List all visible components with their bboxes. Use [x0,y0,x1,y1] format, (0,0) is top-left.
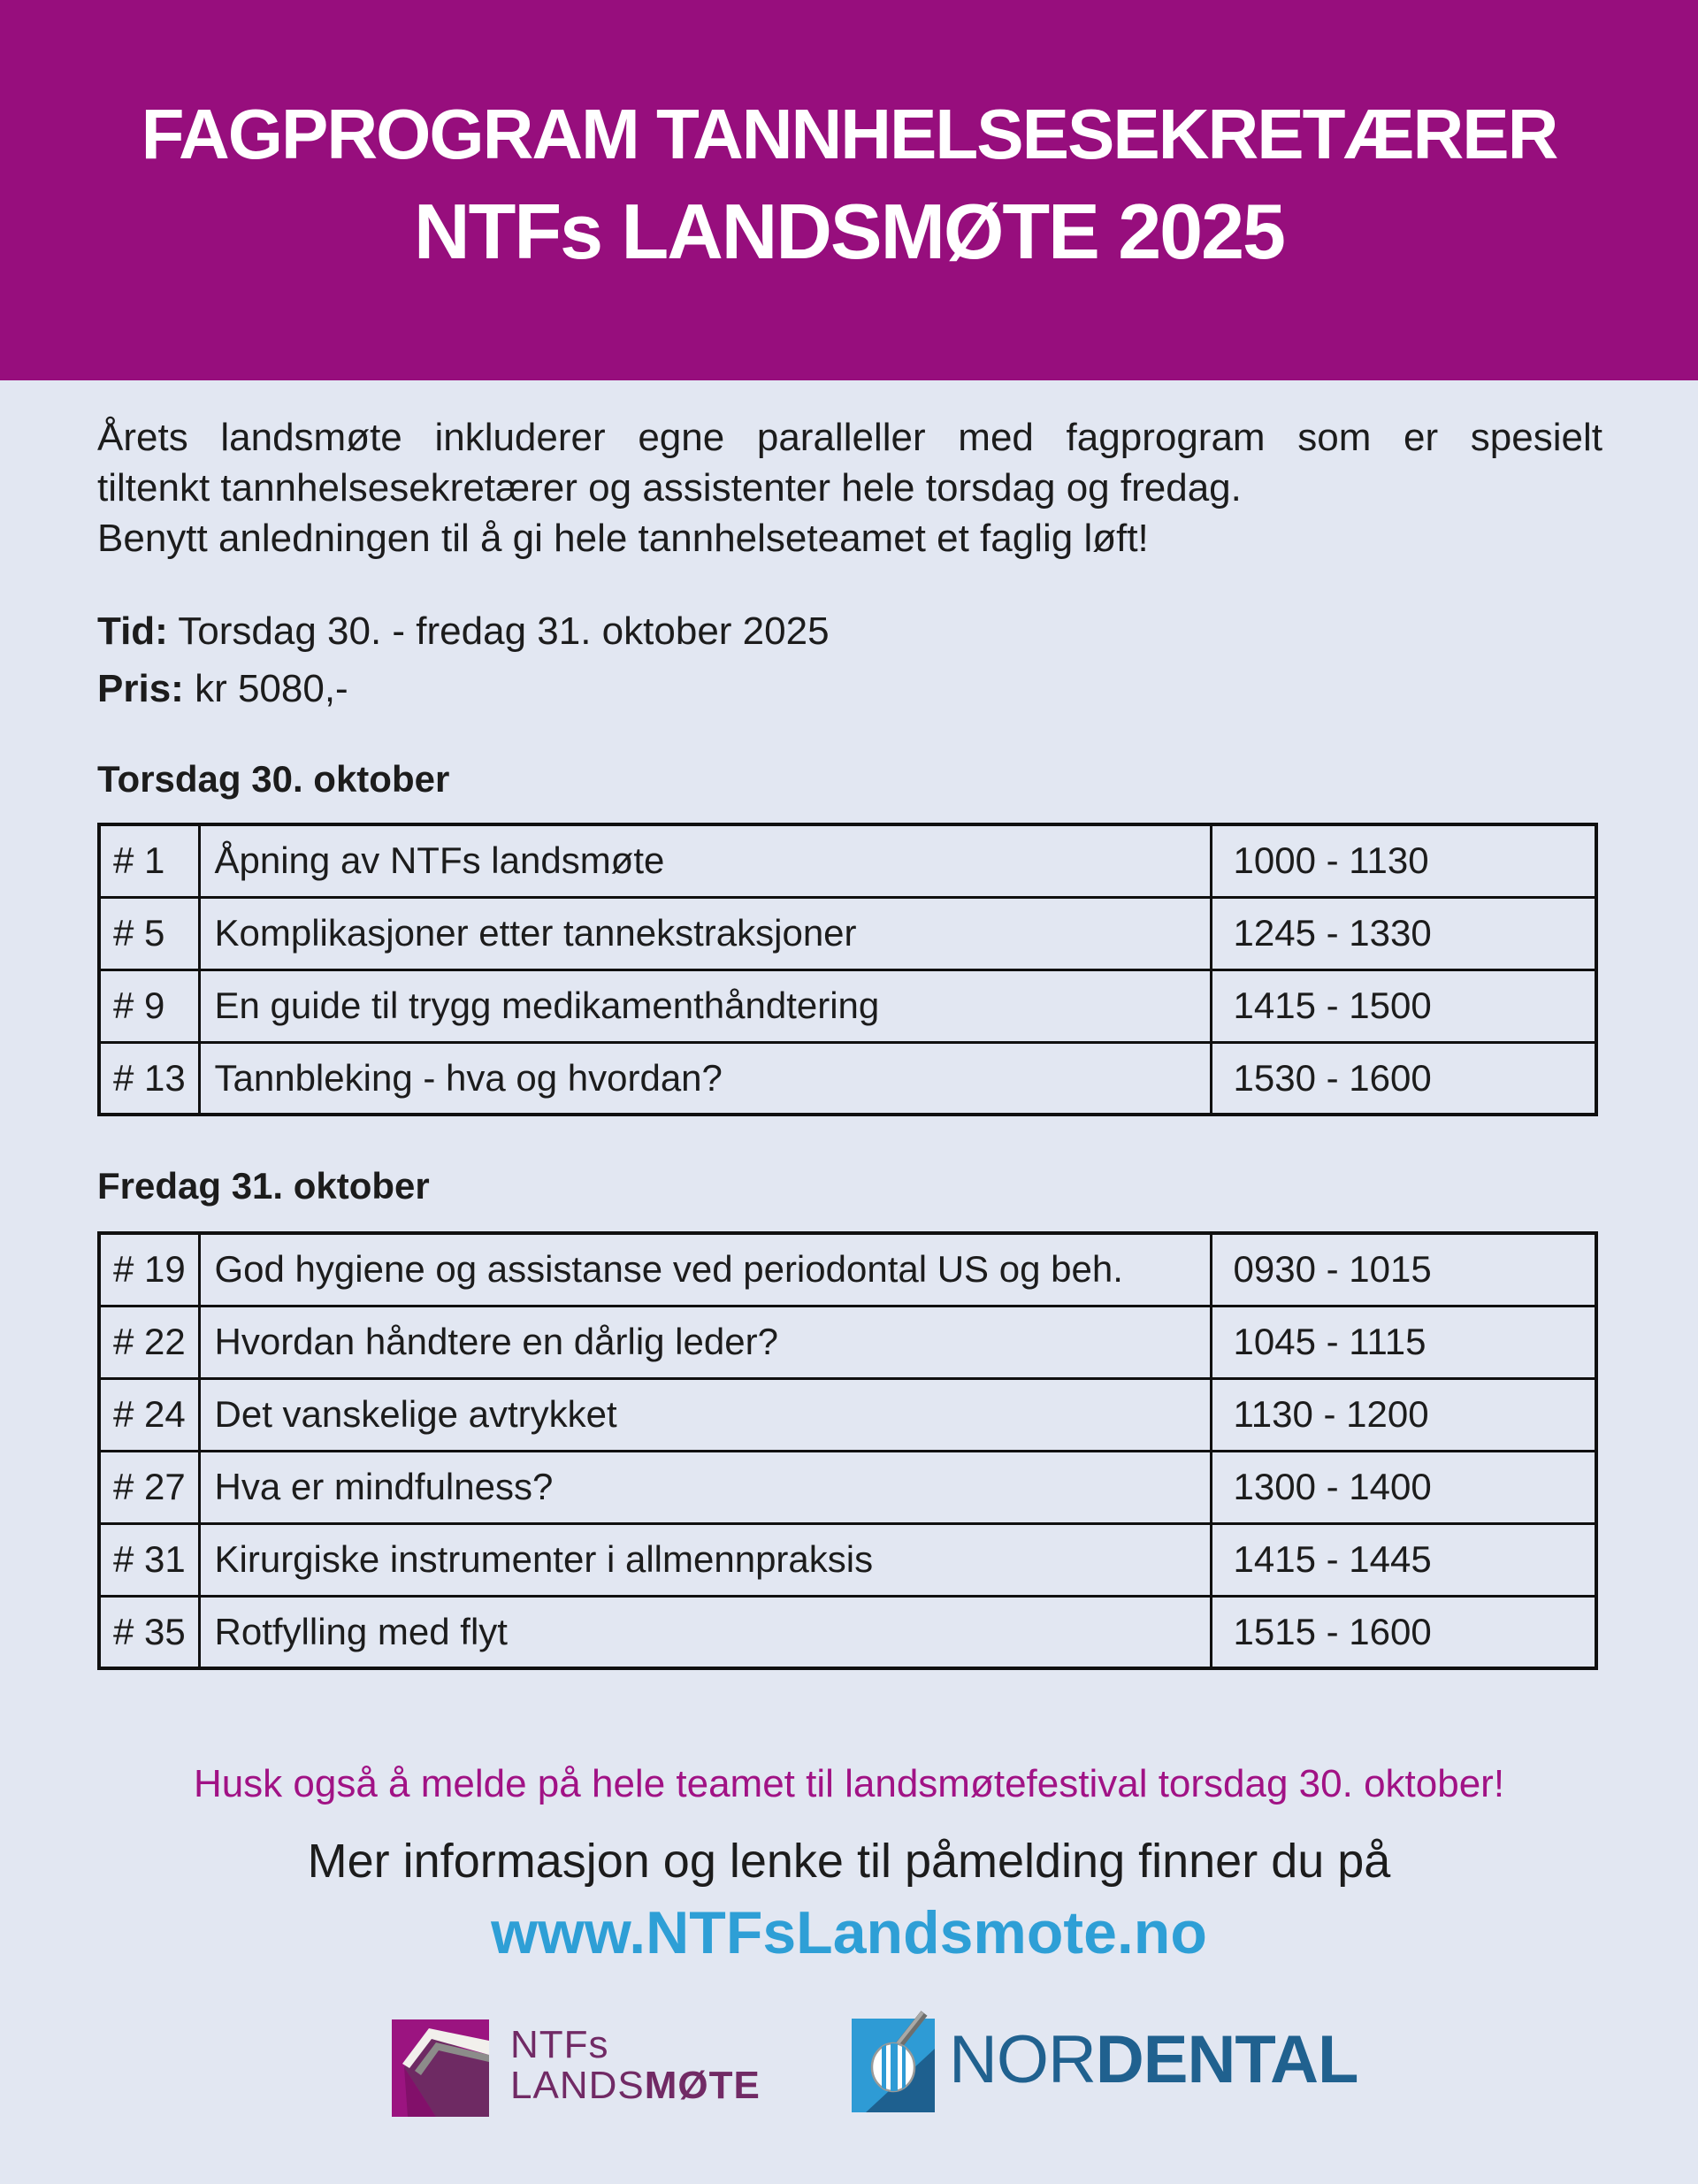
header-banner [0,0,1698,380]
session-title: Åpning av NTFs landsmøte [199,824,1211,897]
ntfs-landsmote-logo-icon [392,2019,489,2117]
session-time: 1415 - 1445 [1211,1523,1596,1596]
session-title: Kirurgiske instrumenter i allmennpraksis [199,1523,1211,1596]
session-time: 1130 - 1200 [1211,1378,1596,1451]
friday-program-table [97,1231,1598,1670]
time-label: Tid: [97,609,168,653]
page-title-line1: FAGPROGRAM TANNHELSESEKRETÆRER [141,95,1557,173]
session-title: God hygiene og assistanse ved periodontal US og beh. [199,1233,1211,1306]
thursday-program-table [97,823,1598,1116]
session-number: # 19 [99,1233,199,1306]
price-value: kr 5080,- [195,667,348,710]
session-row [99,1523,1596,1596]
session-time: 1415 - 1500 [1211,969,1596,1042]
session-row [99,897,1596,969]
session-time: 1000 - 1130 [1211,824,1596,897]
session-number: # 1 [99,824,199,897]
more-info-text: Mer informasjon og lenke til påmelding finner du på [307,1835,1391,1888]
session-number: # 24 [99,1378,199,1451]
intro-paragraph [97,412,1602,563]
friday-heading: Fredag 31. oktober [97,1165,430,1207]
session-title: Hva er mindfulness? [199,1451,1211,1523]
festival-reminder-text: Husk også å melde på hele teamet til landsmøtefestival torsdag 30. oktober! [193,1762,1505,1805]
session-title: Tannbleking - hva og hvordan? [199,1042,1211,1115]
thursday-heading: Torsdag 30. oktober [97,758,450,800]
ntfs-landsmote-logo [392,2019,763,2119]
session-row [99,969,1596,1042]
price-label: Pris: [97,667,184,710]
ntfs-landsmote-logo-text [510,2025,761,2106]
session-number: # 9 [99,969,199,1042]
dental-mirror-icon [852,2019,935,2112]
nordental-logo [852,2019,1382,2112]
ntfs-logo-line1: NTFs [510,2023,609,2066]
session-row [99,1233,1596,1306]
intro-line3: Benytt anledningen til å gi hele tannhelseteamet et faglig løft! [97,517,1149,560]
session-title: Hvordan håndtere en dårlig leder? [199,1306,1211,1378]
session-row [99,824,1596,897]
session-title: En guide til trygg medikamenthåndtering [199,969,1211,1042]
session-row [99,1378,1596,1451]
session-row [99,1596,1596,1668]
nordental-logo-text: NORDENTAL [949,2022,1358,2097]
session-title: Det vanskelige avtrykket [199,1378,1211,1451]
landsmote-url-link[interactable]: www.NTFsLandsmote.no [491,1899,1207,1966]
price-info [97,667,1602,710]
session-time: 1245 - 1330 [1211,897,1596,969]
session-time: 1530 - 1600 [1211,1042,1596,1115]
session-number: # 31 [99,1523,199,1596]
session-number: # 35 [99,1596,199,1668]
ntfs-logo-line2: LANDSMØTE [510,2064,761,2107]
session-time: 0930 - 1015 [1211,1233,1596,1306]
session-title: Komplikasjoner etter tannekstraksjoner [199,897,1211,969]
session-number: # 27 [99,1451,199,1523]
session-number: # 13 [99,1042,199,1115]
session-title: Rotfylling med flyt [199,1596,1211,1668]
session-row [99,1451,1596,1523]
session-time: 1045 - 1115 [1211,1306,1596,1378]
intro-line1: Årets landsmøte inkluderer egne paralleller med fagprogram som er spesielt [97,416,1602,459]
page-title-line2: NTFs LANDSMØTE 2025 [414,188,1284,275]
session-row [99,1042,1596,1115]
session-number: # 22 [99,1306,199,1378]
intro-line2: tiltenkt tannhelsesekretærer og assistenter hele torsdag og fredag. [97,466,1242,510]
session-number: # 5 [99,897,199,969]
time-value: Torsdag 30. - fredag 31. oktober 2025 [178,609,830,653]
session-time: 1515 - 1600 [1211,1596,1596,1668]
session-row [99,1306,1596,1378]
time-info [97,609,1602,653]
session-time: 1300 - 1400 [1211,1451,1596,1523]
